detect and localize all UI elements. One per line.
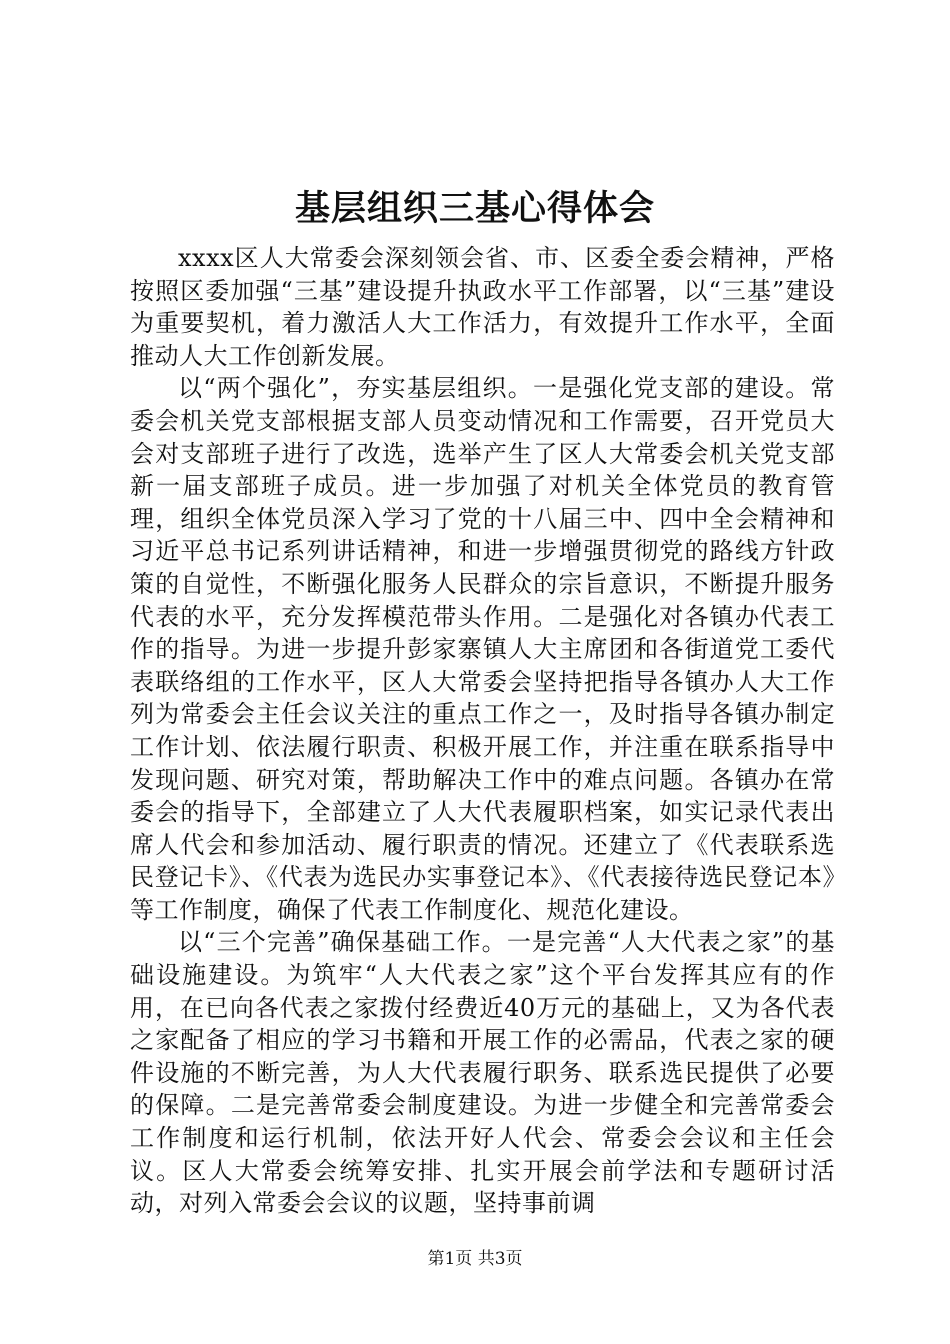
page-footer: 第1页 共3页: [427, 1249, 523, 1269]
paragraph-two-strengthenings: 以“两个强化”，夯实基层组织。一是强化党支部的建设。常委会机关党支部根据支部人员变动情况和工作需要，召开党员大会对支部班子进行了改选，选举产生了区人大常委会机关党支部新一届支部班子成员。进一步加强了对机关全体党员的教育管理，组织全体党员深入学习了党的十八届三中、四中全会精神和习近平总书记系列讲话精神，和进一步增强贯彻党的路线方针政策的自觉性，不断强化服务人民群众的宗旨意识，不断提升服务代表的水平，充分发挥模范带头作用。二是强化对各镇办代表工作的指导。为进一步提升彭家寨镇人大主席团和各街道党工委代表联络组的工作水平，区人大常委会坚持把指导各镇办人大工作列为常委会主任会议关注的重点工作之一，及时指导各镇办制定工作计划、依法履行职责、积极开展工作，并注重在联系指导中发现问题、研究对策，帮助解决工作中的难点问题。各镇办在常委会的指导下，全部建立了人大代表履职档案，如实记录代表出席人代会和参加活动、履行职责的情况。还建立了《代表联系选民登记卡》、《代表为选民办实事登记本》、《代表接待选民登记本》等工作制度，确保了代表工作制度化、规范化建设。: [130, 374, 835, 924]
document-title: 基层组织三基心得体会: [294, 188, 655, 229]
paragraph-three-improvements: 以“三个完善”确保基础工作。一是完善“人大代表之家”的基础设施建设。为筑牢“人大代表之家”这个平台发挥其应有的作用，在已向各代表之家拨付经费近40万元的基础上，又为各代表之家配备了相应的学习书籍和开展工作的必需品，代表之家的硬件设施的不断完善，为人大代表履行职务、联系选民提供了必要的保障。二是完善常委会制度建设。为进一步健全和完善常委会工作制度和运行机制，依法开好人代会、常委会会议和主任会议。区人大常委会统筹安排、扎实开展会前学法和专题研讨活动，对列入常委会会议的议题，坚持事前调: [130, 928, 835, 1218]
document-body: [130, 242, 835, 1220]
paragraph-intro: xxxx区人大常委会深刻领会省、市、区委全委会精神，严格按照区委加强“三基”建设提升执政水平工作部署，以“三基”建设为重要契机，着力激活人大工作活力，有效提升工作水平，全面推动人大工作创新发展。: [130, 244, 835, 370]
